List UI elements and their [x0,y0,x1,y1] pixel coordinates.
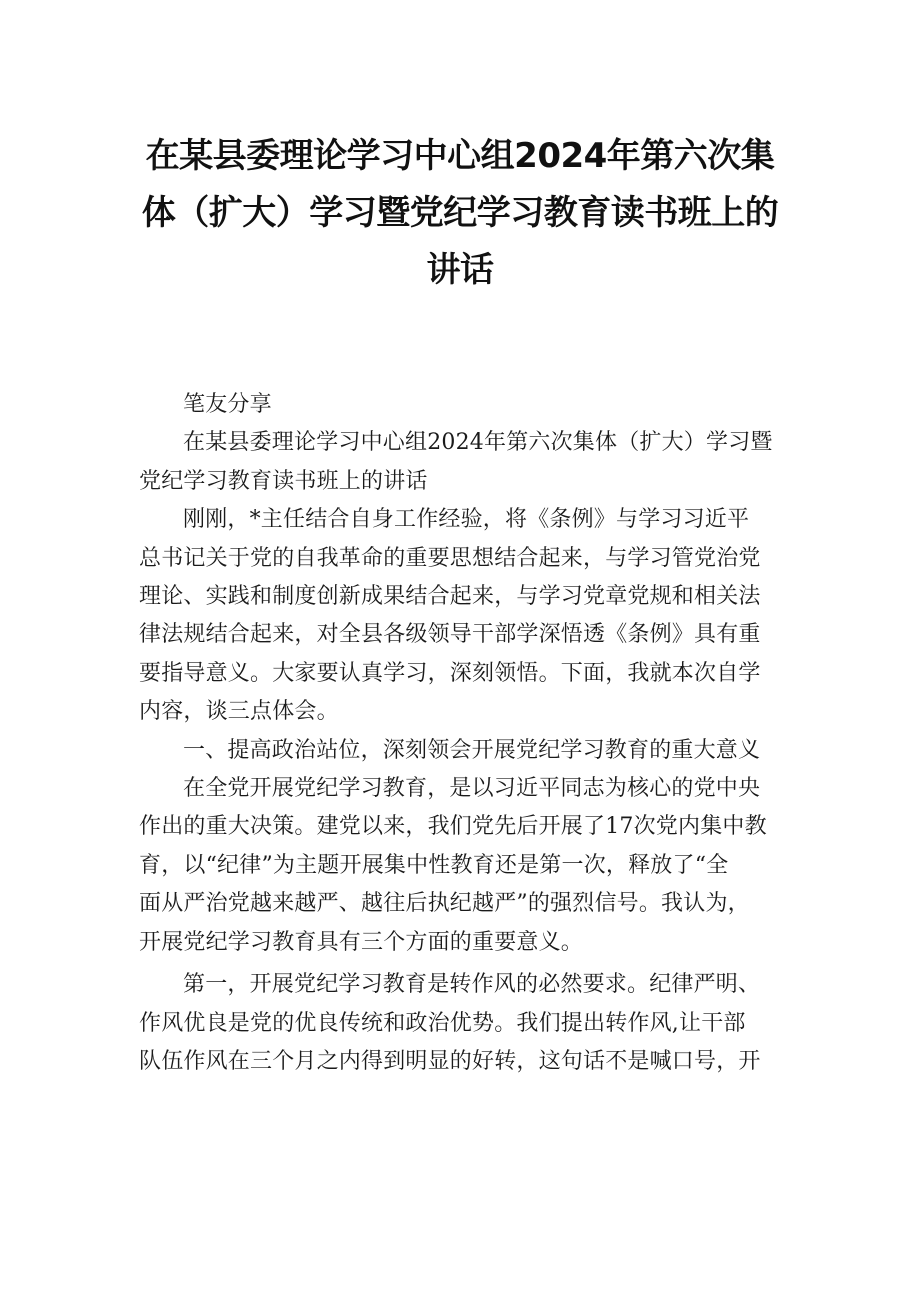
text-line: 笔友分享 [183,392,272,417]
text-line: 育，以“纪律”为主题开展集中性教育还是第一次，释放了“全 [139,852,729,878]
text-line: 队伍作风在三个月之内得到明显的好转，这句话不是喊口号，开 [139,1048,761,1074]
text-line: 律法规结合起来，对全县各级领导干部学深悟透《条例》具有重 [139,622,761,648]
paragraph-source-note [139,386,785,424]
paragraph-intro [139,501,785,731]
title-line: 体（扩大）学习暨党纪学习教育读书班上的 [141,193,779,233]
text-line: 要指导意义。大家要认真学习，深刻领悟。下面，我就本次自学 [139,660,761,686]
text-line: 党纪学习教育读书班上的讲话 [139,468,428,494]
text-line: 总书记关于党的自我革命的重要思想结合起来，与学习管党治党 [139,545,761,571]
section-heading-1 [139,732,785,770]
title-line: 讲话 [426,250,494,290]
text-line: 开展党纪学习教育具有三个方面的重要意义。 [139,929,584,955]
text-line: 作风优良是党的优良传统和政治优势。我们提出转作风,让干部 [139,1010,746,1036]
title-line: 在某县委理论学习中心组2024年第六次集 [145,136,775,176]
text-line: 在全党开展党纪学习教育，是以习近平同志为核心的党中央 [183,776,761,802]
paragraph-point-1 [139,966,785,1081]
text-line: 面从严治党越来越严、越往后执纪越严”的强烈信号。我认为， [139,891,750,917]
document-title [120,128,800,299]
text-line: 内容，谈三点体会。 [139,699,339,725]
paragraph-title-repeat [139,424,785,501]
text-line: 理论、实践和制度创新成果结合起来，与学习党章党规和相关法 [139,584,761,610]
text-line: 在某县委理论学习中心组2024年第六次集体（扩大）学习暨 [183,430,773,456]
text-line: 一、提高政治站位，深刻领会开展党纪学习教育的重大意义 [183,737,761,763]
paragraph-section-1 [139,770,785,962]
document-body [139,386,785,1081]
text-line: 作出的重大决策。建党以来，我们党先后开展了17次党内集中教 [139,814,767,840]
text-line: 刚刚，*主任结合自身工作经验，将《条例》与学习习近平 [183,507,750,533]
text-line: 第一，开展党纪学习教育是转作风的必然要求。纪律严明、 [183,972,761,998]
